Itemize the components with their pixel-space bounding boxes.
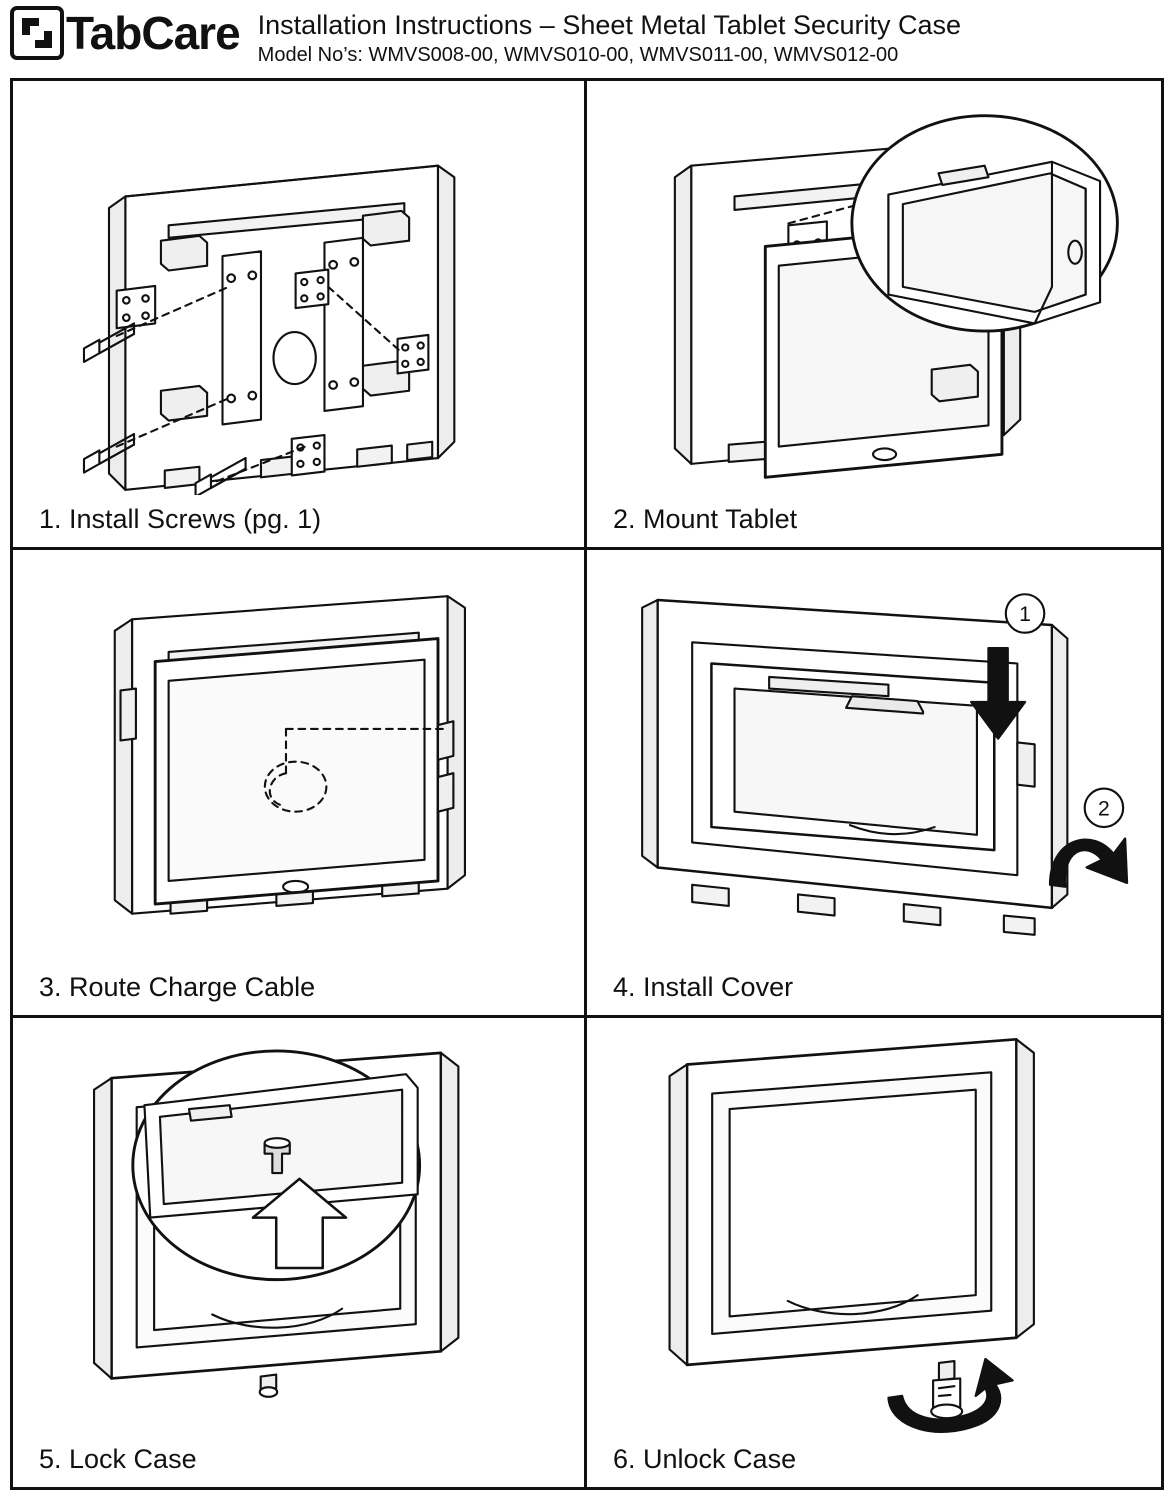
lock-case-diagram	[13, 1018, 584, 1435]
document-title: Installation Instructions – Sheet Metal Tablet Security Case	[257, 10, 962, 40]
route-charge-cable-diagram	[13, 550, 584, 964]
brand-name: TabCare	[66, 7, 240, 59]
document-header	[0, 0, 1174, 74]
brand	[10, 6, 240, 60]
steps-grid	[10, 78, 1164, 1490]
step-cell-5	[13, 1018, 587, 1487]
mount-tablet-diagram	[587, 81, 1161, 495]
svg-text:2: 2	[1098, 797, 1110, 821]
unlock-case-diagram	[587, 1018, 1161, 1435]
step-cell-4	[587, 550, 1161, 1019]
header-titles	[258, 6, 1166, 68]
step-caption-2: 2. Mount Tablet	[613, 503, 798, 534]
tabcare-square-logo-icon	[10, 6, 64, 60]
install-screws-diagram	[13, 81, 584, 495]
step-cell-3	[13, 550, 587, 1019]
step-cell-1	[13, 81, 587, 550]
step-cell-2	[587, 81, 1161, 550]
svg-text:1: 1	[1019, 602, 1031, 626]
step-caption-1: 1. Install Screws (pg. 1)	[39, 503, 322, 534]
step-caption-3: 3. Route Charge Cable	[39, 972, 316, 1003]
install-cover-diagram	[587, 550, 1161, 964]
step-caption-4: 4. Install Cover	[613, 972, 794, 1003]
step-caption-5: 5. Lock Case	[39, 1443, 197, 1474]
document-subtitle: Model No’s: WMVS008-00, WMVS010-00, WMVS011-00, WMVS012-00	[257, 44, 899, 66]
step-cell-6	[587, 1018, 1161, 1487]
step-caption-6: 6. Unlock Case	[613, 1443, 797, 1474]
